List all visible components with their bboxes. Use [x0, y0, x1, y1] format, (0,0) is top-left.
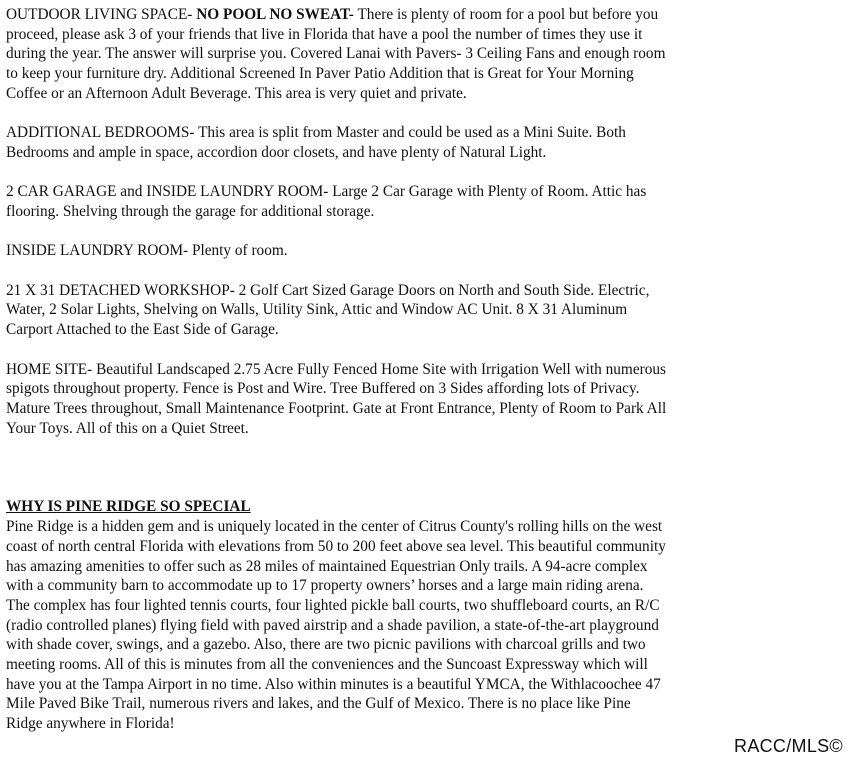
paragraph-lead: 2 CAR GARAGE and INSIDE LAUNDRY ROOM- [6, 183, 329, 201]
paragraph-body: Beautiful Landscaped 2.75 Acre Fully Fenced Home Site with Irrigation Well with numerous spigots throughout property. Fence is Post and Wire. Tree Buffered on 3 Sides affording lots of Privacy. Mature Trees throughout, Small Maintenance Footprint. Gate at Front Entrance, Plenty of Room to Park All Your Toys. All of this on a Quiet Street. [6, 360, 667, 437]
paragraph-lead: ADDITIONAL BEDROOMS- [6, 124, 195, 142]
paragraph-outdoor-living [6, 5, 668, 104]
paragraph-body: Large 2 Car Garage with Plenty of Room. Attic has flooring. Shelving through the garage for additional storage. [6, 183, 647, 220]
paragraph-home-site [6, 360, 668, 439]
paragraph-workshop [6, 281, 668, 340]
section-heading: WHY IS PINE RIDGE SO SPECIAL [6, 498, 251, 516]
paragraph-lead: INSIDE LAUNDRY ROOM- [6, 242, 189, 260]
paragraph-lead: HOME SITE- [6, 360, 93, 378]
paragraph-body: Plenty of room. [188, 242, 288, 260]
paragraph-body: There is plenty of room for a pool but before you proceed, please ask 3 of your friends that live in Florida that have a pool the number of times they use it during the year. The answer will surprise you. Covered Lanai with Pavers- 3 Ceiling Fans and enough room to keep your furniture dry. Additional Screened In Paver Patio Addition that is Great for Your Morning Coffee or an Afternoon Adult Beverage. This area is very quiet and private. [6, 6, 666, 102]
paragraph-lead: 21 X 31 DETACHED WORKSHOP- [6, 281, 235, 299]
paragraph-laundry [6, 241, 668, 261]
section-body: Pine Ridge is a hidden gem and is uniquely located in the center of Citrus County's rolling hills on the west coast of north central Florida with elevations from 50 to 200 feet above sea level. This beautiful community has amazing amenities to offer such as 28 miles of maintained Equestrian Only trails. A 94-acre complex with a community barn to accommodate up to 17 property owners’ horses and a large main riding arena. The complex has four lighted tennis courts, four lighted pickle ball courts, two shuffleboard courts, an R/C (radio controlled planes) flying field with paved airstrip and a shade pavilion, a state-of-the-art playground with shade cover, swings, and a gazebo. Also, there are two picnic pavilions with charcoal grills and two meeting rooms. All of this is minutes from all the conveniences and the Suncoast Expressway which will have you at the Tampa Airport in no time. Also within minutes is a beautiful YMCA, the Withlacoochee 47 Mile Paved Bike Trail, numerous rivers and lakes, and the Gulf of Mexico. There is no place like Pine Ridge anywhere in Florida! [6, 518, 666, 733]
paragraph-body: 2 Golf Cart Sized Garage Doors on North and South Side. Electric, Water, 2 Solar Lights, Shelving on Walls, Utility Sink, Attic and Window AC Unit. 8 X 31 Aluminum Carport Attached to the East Side of Garage. [6, 281, 650, 339]
paragraph-additional-bedrooms [6, 123, 668, 162]
paragraph-lead: OUTDOOR LIVING SPACE- [6, 6, 193, 23]
section-pine-ridge [6, 497, 668, 733]
listing-description [6, 5, 668, 754]
paragraph-body: This area is split from Master and could be used as a Mini Suite. Both Bedrooms and ample in space, accordion door closets, and have plenty of Natural Light. [6, 124, 626, 161]
paragraph-bold-phrase: NO POOL NO SWEAT- [192, 6, 354, 23]
mls-watermark: RACC/MLS© [734, 736, 843, 756]
paragraph-garage [6, 182, 668, 221]
